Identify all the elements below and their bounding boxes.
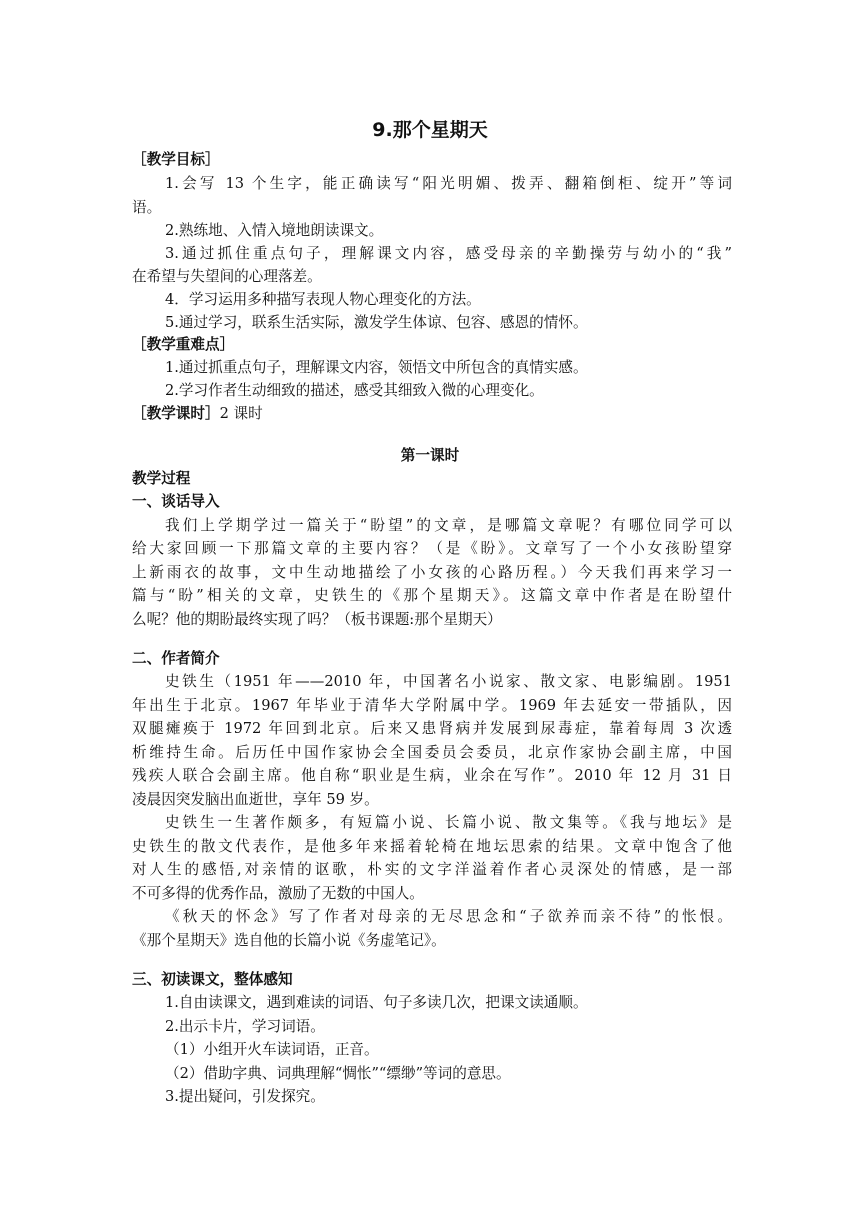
goal-item-5: 5.通过学习，联系生活实际，激发学生体谅、包容、感恩的情怀。 [165,314,588,331]
section-3-sub-1: （1）小组开火车读词语，正音。 [165,1041,379,1058]
author-works-line: 史铁生的散文代表作，是他多年来摇着轮椅在地坛思索的结果。文章中饱含了他 [132,838,732,855]
section-1-line: 上新雨衣的故事，文中生动地描绘了小女孩的心路历程。）今天我们再来学习一 [132,564,732,581]
section-1-line: 篇与“盼”相关的文章，史铁生的《那个星期天》。这篇文章中作者是在盼望什 [132,587,732,604]
lesson-heading: 第一课时 [400,447,460,464]
process-heading: 教学过程 [132,470,191,487]
section-1-line: 给大家回顾一下那篇文章的主要内容？（是《盼》。文章写了一个小女孩盼望穿 [132,540,732,557]
goal-item-3-cont: 在希望与失望间的心理落差。 [132,268,322,285]
section-3-item-1: 1.自由读课文，遇到难读的词语、句子多读几次，把课文读通顺。 [165,994,588,1011]
keypoint-item-1: 1.通过抓重点句子，理解课文内容，领悟文中所包含的真情实感。 [165,359,588,376]
section-1-heading: 一、谈话导入 [132,493,220,510]
goals-heading: ［教学目标］ [132,151,220,168]
goal-item-4: 4．学习运用多种描写表现人物心理变化的方法。 [165,291,481,308]
hours-value: 2 课时 [219,405,263,422]
section-3-item-3: 3.提出疑问，引发探究。 [165,1088,325,1105]
section-1-line: 么呢？他的期盼最终实现了吗？（板书课题:那个星期天） [132,611,502,628]
author-bio-line: 析维持生命。后历任中国作家协会全国委员会委员，北京作家协会副主席，中国 [132,744,732,761]
author-bio-line: 双腿瘫痪于 1972 年回到北京。后来又患肾病并发展到尿毒症，靠着每周 3 次透 [132,720,732,737]
author-works-line: 不可多得的优秀作品，激励了无数的中国人。 [132,885,424,902]
author-bio-line: 凌晨因突发脑出血逝世，享年 59 岁。 [132,791,379,808]
section-2-heading: 二、作者简介 [132,650,220,667]
goal-item-2: 2.熟练地、入情入境地朗读课文。 [165,222,384,239]
keypoint-item-2: 2.学习作者生动细致的描述，感受其细致入微的心理变化。 [165,382,544,399]
author-works-line: 《秋天的怀念》写了作者对母亲的无尽思念和“子欲养而亲不待”的怅恨。 [165,908,732,925]
hours-line [132,402,732,426]
author-works-line: 对人生的感悟,对亲情的讴歌，朴实的文字洋溢着作者心灵深处的情感，是一部 [132,861,732,878]
page-title: 9.那个星期天 [372,119,488,141]
section-1-line: 我们上学期学过一篇关于“盼望”的文章，是哪篇文章呢？有哪位同学可以 [165,517,732,534]
section-3-heading: 三、初读课文，整体感知 [132,971,293,988]
author-works-line: 《那个星期天》选自他的长篇小说《务虚笔记》。 [132,932,446,949]
author-bio-line: 年出生于北京。1967 年毕业于清华大学附属中学。1969 年去延安一带插队，因 [132,697,732,714]
goal-item-3: 3.通过抓住重点句子，理解课文内容，感受母亲的辛勤操劳与幼小的“我” [165,245,732,262]
author-bio-line: 残疾人联合会副主席。他自称“职业是生病，业余在写作”。2010 年 12 月 31 日 [132,767,732,784]
section-3-item-2: 2.出示卡片，学习词语。 [165,1018,325,1035]
goal-item-1: 1.会写 13 个生字，能正确读写“阳光明媚、拨弄、翻箱倒柜、绽开”等词 [165,175,732,192]
author-works-line: 史铁生一生著作颇多，有短篇小说、长篇小说、散文集等。《我与地坛》是 [165,814,732,831]
hours-heading: ［教学课时］ [132,405,220,422]
section-3-sub-2: （2）借助字典、词典理解“惆怅”“缥缈”等词的意思。 [165,1065,511,1082]
author-bio-line: 史铁生（1951 年——2010 年，中国著名小说家、散文家、电影编剧。1951 [165,673,732,690]
goal-item-1-cont: 语。 [132,199,162,216]
keypoints-heading: ［教学重难点］ [132,336,235,353]
